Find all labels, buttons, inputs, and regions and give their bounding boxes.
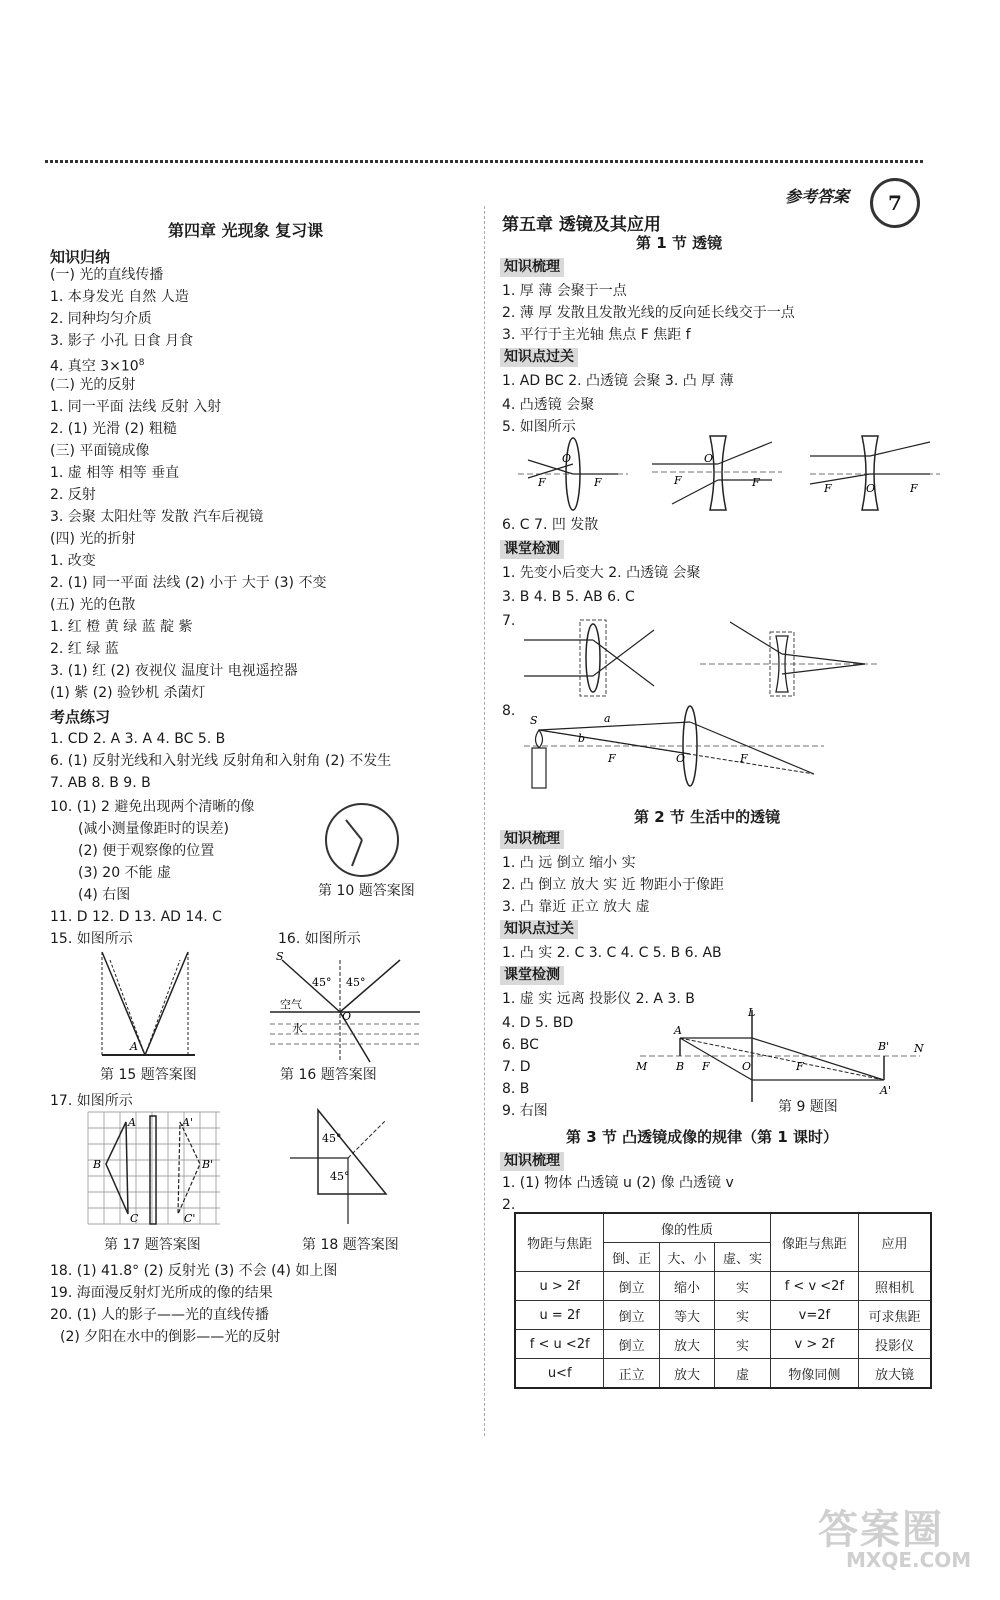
text-line: 3. 平行于主光轴 焦点 F 焦距 f — [502, 327, 691, 343]
superscript: 8 — [138, 358, 145, 368]
section-badge: 知识梳理 — [500, 258, 564, 277]
table-header-cell: 像距与焦距 — [770, 1213, 858, 1272]
text-line: (3) 20 不能 虚 — [78, 865, 171, 881]
concave-lens-figure-2 — [810, 434, 940, 512]
text-line: 2. (1) 光滑 (2) 粗糙 — [50, 421, 177, 437]
svg-text:F: F — [910, 482, 918, 495]
svg-text:A': A' — [880, 1084, 891, 1097]
q9-lens-imaging-figure — [630, 1008, 930, 1104]
caption-fig17: 第 17 题答案图 — [104, 1237, 201, 1253]
table-cell: u<f — [515, 1359, 604, 1389]
text-line: 7. AB 8. B 9. B — [50, 775, 151, 791]
caption-fig9: 第 9 题图 — [778, 1099, 838, 1115]
fig16-air-label: 空气 — [280, 998, 302, 1011]
q7-concave-box-figure — [700, 618, 880, 698]
text-line: 2. (1) 同一平面 法线 (2) 小于 大于 (3) 不变 — [50, 575, 327, 591]
table-row — [515, 1330, 931, 1359]
convex-lens-figure — [518, 436, 628, 512]
svg-text:F: F — [752, 476, 760, 489]
text-line: 9. 右图 — [502, 1103, 548, 1119]
clock-figure — [322, 800, 402, 880]
fig15-reflection-diagram — [100, 950, 200, 1060]
svg-text:S: S — [530, 714, 538, 727]
text-line: (五) 光的色散 — [50, 597, 136, 613]
svg-text:a: a — [604, 712, 611, 725]
text-line: 2. 凸 倒立 放大 实 近 物距小于像距 — [502, 877, 725, 893]
text-line: (2) 夕阳在水中的倒影——光的反射 — [60, 1329, 281, 1345]
section3-title: 第 3 节 凸透镜成像的规律（第 1 课时） — [566, 1128, 838, 1146]
text-line: (1) 紫 (2) 验钞机 杀菌灯 — [50, 685, 206, 701]
table-cell: 倒立 — [604, 1330, 659, 1359]
caption-fig16: 第 16 题答案图 — [280, 1067, 377, 1083]
text-line: (二) 光的反射 — [50, 377, 136, 393]
text-line: 1. 先变小后变大 2. 凸透镜 会聚 — [502, 565, 701, 581]
text-line: 1. 同一平面 法线 反射 入射 — [50, 399, 222, 415]
text-line: 4. 凸透镜 会聚 — [502, 397, 595, 413]
svg-text:F: F — [594, 476, 602, 489]
svg-text:F: F — [702, 1060, 710, 1073]
text-line: 16. 如图所示 — [278, 931, 361, 947]
svg-text:C': C' — [184, 1212, 196, 1225]
section2-title: 第 2 节 生活中的透镜 — [634, 808, 781, 826]
table-cell: 投影仪 — [859, 1330, 932, 1359]
text-line: 17. 如图所示 — [50, 1093, 133, 1109]
svg-text:F: F — [796, 1060, 804, 1073]
table-cell: f < v <2f — [770, 1272, 858, 1301]
svg-text:N: N — [914, 1042, 924, 1055]
text-line: (2) 便于观察像的位置 — [78, 843, 215, 859]
text-line: 10. (1) 2 避免出现两个清晰的像 — [50, 799, 255, 815]
caption-fig18: 第 18 题答案图 — [302, 1237, 399, 1253]
table-row — [515, 1301, 931, 1330]
table-subheader-cell: 虚、实 — [715, 1243, 770, 1272]
svg-text:F: F — [538, 476, 546, 489]
text-line: 8. — [502, 703, 516, 719]
svg-text:F: F — [608, 752, 616, 765]
text-line: 1. 本身发光 自然 人造 — [50, 289, 189, 305]
imaging-rules-table — [514, 1212, 932, 1389]
text-line: 1. 虚 实 远离 投影仪 2. A 3. B — [502, 991, 695, 1007]
text-line: 20. (1) 人的影子——光的直线传播 — [50, 1307, 269, 1323]
text-line: 3. (1) 红 (2) 夜视仪 温度计 电视遥控器 — [50, 663, 298, 679]
text-line: 19. 海面漫反射灯光所成的像的结果 — [50, 1285, 273, 1301]
svg-text:S: S — [276, 950, 284, 963]
fig18-angle-label: 45° — [330, 1170, 350, 1183]
text-line: 5. 如图所示 — [502, 419, 576, 435]
text-line: 2. 红 绿 蓝 — [50, 641, 119, 657]
svg-text:B: B — [93, 1158, 102, 1171]
table-header-cell: 像的性质 — [604, 1213, 770, 1243]
fig16-angle-label: 45° — [312, 976, 332, 989]
text-line: 1. CD 2. A 3. A 4. BC 5. B — [50, 731, 226, 747]
text-line: 3. 影子 小孔 日食 月食 — [50, 333, 194, 349]
text-line: 11. D 12. D 13. AD 14. C — [50, 909, 222, 925]
header-rule — [45, 160, 925, 163]
fig18-prism-diagram — [290, 1108, 410, 1226]
fig17-grid-mirror-diagram — [88, 1112, 220, 1230]
q8-candle-lens-figure — [524, 704, 824, 804]
text-line: 3. 会聚 太阳灶等 发散 汽车后视镜 — [50, 509, 264, 525]
svg-text:O: O — [676, 752, 686, 765]
watermark-url: MXQE.COM — [846, 1548, 972, 1572]
text-line: 1. 凸 实 2. C 3. C 4. C 5. B 6. AB — [502, 945, 722, 961]
text-line — [50, 354, 144, 376]
column-divider — [484, 206, 485, 1436]
text-line: 2. 薄 厚 发散且发散光线的反向延长线交于一点 — [502, 305, 795, 321]
text-line: 1. 红 橙 黄 绿 蓝 靛 紫 — [50, 619, 193, 635]
svg-text:B: B — [676, 1060, 685, 1073]
page-number: 7 — [888, 191, 902, 215]
q7-convex-box-figure — [524, 618, 674, 698]
chapter4-title: 第四章 光现象 复习课 — [168, 221, 324, 240]
fig16-angle-label: 45° — [346, 976, 366, 989]
fig18-angle-label: 45° — [322, 1132, 342, 1145]
svg-text:O: O — [866, 482, 876, 495]
svg-text:B': B' — [878, 1040, 890, 1053]
text-line: 2. 反射 — [50, 487, 96, 503]
table-cell: 实 — [715, 1301, 770, 1330]
section-practice: 考点练习 — [50, 708, 111, 726]
concave-lens-figure — [652, 434, 782, 512]
table-header-cell: 物距与焦距 — [515, 1213, 604, 1272]
section-badge: 知识梳理 — [500, 1152, 564, 1171]
table-header-row — [515, 1213, 931, 1243]
table-cell: 放大 — [659, 1359, 714, 1389]
text-line: 4. D 5. BD — [502, 1015, 574, 1031]
svg-text:O: O — [342, 1010, 352, 1023]
svg-text:O: O — [704, 452, 714, 465]
text-line: (减小测量像距时的误差) — [78, 821, 229, 837]
table-cell: 正立 — [604, 1359, 659, 1389]
section-badge: 课堂检测 — [500, 966, 564, 985]
section-badge: 知识点过关 — [500, 920, 578, 939]
svg-text:A: A — [674, 1024, 682, 1037]
table-row — [515, 1272, 931, 1301]
caption-fig15: 第 15 题答案图 — [100, 1067, 197, 1083]
table-cell: v > 2f — [770, 1330, 858, 1359]
svg-text:O: O — [742, 1060, 752, 1073]
text-line: 3. 凸 靠近 正立 放大 虚 — [502, 899, 650, 915]
text-line: 15. 如图所示 — [50, 931, 133, 947]
text-line: 1. 虚 相等 相等 垂直 — [50, 465, 180, 481]
table-row — [515, 1359, 931, 1389]
text-line: 18. (1) 41.8° (2) 反射光 (3) 不会 (4) 如上图 — [50, 1263, 338, 1279]
text-line: 6. (1) 反射光线和入射光线 反射角和入射角 (2) 不发生 — [50, 753, 392, 769]
table-cell: f < u <2f — [515, 1330, 604, 1359]
text-line: 2. 同种均匀介质 — [50, 311, 152, 327]
text-line: 3. B 4. B 5. AB 6. C — [502, 589, 635, 605]
table-cell: v=2f — [770, 1301, 858, 1330]
table-cell: 照相机 — [859, 1272, 932, 1301]
svg-text:O: O — [562, 452, 572, 465]
text-line: 6. C 7. 凹 发散 — [502, 517, 599, 533]
text-line: 1. (1) 物体 凸透镜 u (2) 像 凸透镜 v — [502, 1175, 734, 1191]
text-line: 6. BC — [502, 1037, 539, 1053]
page-number-badge — [870, 178, 920, 228]
text-line: 1. 凸 远 倒立 缩小 实 — [502, 855, 636, 871]
svg-text:C: C — [130, 1212, 139, 1225]
fig16-water-label: 水 — [292, 1022, 303, 1035]
svg-text:F: F — [740, 752, 748, 765]
text-line: (三) 平面镜成像 — [50, 443, 150, 459]
svg-text:A': A' — [182, 1116, 193, 1129]
table-subheader-cell: 倒、正 — [604, 1243, 659, 1272]
text-line: 1. 厚 薄 会聚于一点 — [502, 283, 627, 299]
section-knowledge-summary: 知识归纳 — [50, 248, 111, 266]
svg-text:A: A — [130, 1040, 138, 1053]
header-label: 参考答案 — [785, 187, 850, 206]
text-span: 4. 真空 3×10 — [50, 358, 139, 375]
svg-text:F: F — [824, 482, 832, 495]
section-badge: 课堂检测 — [500, 540, 564, 559]
table-cell: 倒立 — [604, 1301, 659, 1330]
text-line: 1. AD BC 2. 凸透镜 会聚 3. 凸 厚 薄 — [502, 373, 734, 389]
table-header-cell: 应用 — [859, 1213, 932, 1272]
table-cell: 物像同侧 — [770, 1359, 858, 1389]
table-cell: u > 2f — [515, 1272, 604, 1301]
text-line: 8. B — [502, 1081, 530, 1097]
svg-text:M: M — [636, 1060, 648, 1073]
caption-fig10: 第 10 题答案图 — [318, 883, 415, 899]
watermark-logo: 答案圈 — [818, 1507, 944, 1553]
table-cell: 实 — [715, 1272, 770, 1301]
table-cell: 可求焦距 — [859, 1301, 932, 1330]
table-cell: 放大 — [659, 1330, 714, 1359]
table-cell: 实 — [715, 1330, 770, 1359]
text-line: (4) 右图 — [78, 887, 131, 903]
svg-text:B': B' — [202, 1158, 214, 1171]
svg-text:L: L — [748, 1006, 756, 1019]
text-line: 7. — [502, 613, 516, 629]
table-cell: 等大 — [659, 1301, 714, 1330]
text-line: (四) 光的折射 — [50, 531, 136, 547]
text-line: 7. D — [502, 1059, 531, 1075]
text-line: 2. — [502, 1197, 516, 1213]
section-badge: 知识梳理 — [500, 830, 564, 849]
text-line: (一) 光的直线传播 — [50, 267, 164, 283]
table-cell: u = 2f — [515, 1301, 604, 1330]
chapter5-title: 第五章 透镜及其应用 — [502, 215, 661, 235]
table-cell: 虚 — [715, 1359, 770, 1389]
table-cell: 缩小 — [659, 1272, 714, 1301]
table-cell: 放大镜 — [859, 1359, 932, 1389]
section1-title: 第 1 节 透镜 — [636, 234, 723, 252]
table-cell: 倒立 — [604, 1272, 659, 1301]
fig16-refraction-diagram — [270, 950, 420, 1065]
svg-text:F: F — [674, 474, 682, 487]
section-badge: 知识点过关 — [500, 348, 578, 367]
svg-text:b: b — [578, 732, 586, 745]
text-line: 1. 改变 — [50, 553, 96, 569]
table-subheader-cell: 大、小 — [659, 1243, 714, 1272]
svg-text:A: A — [128, 1116, 136, 1129]
